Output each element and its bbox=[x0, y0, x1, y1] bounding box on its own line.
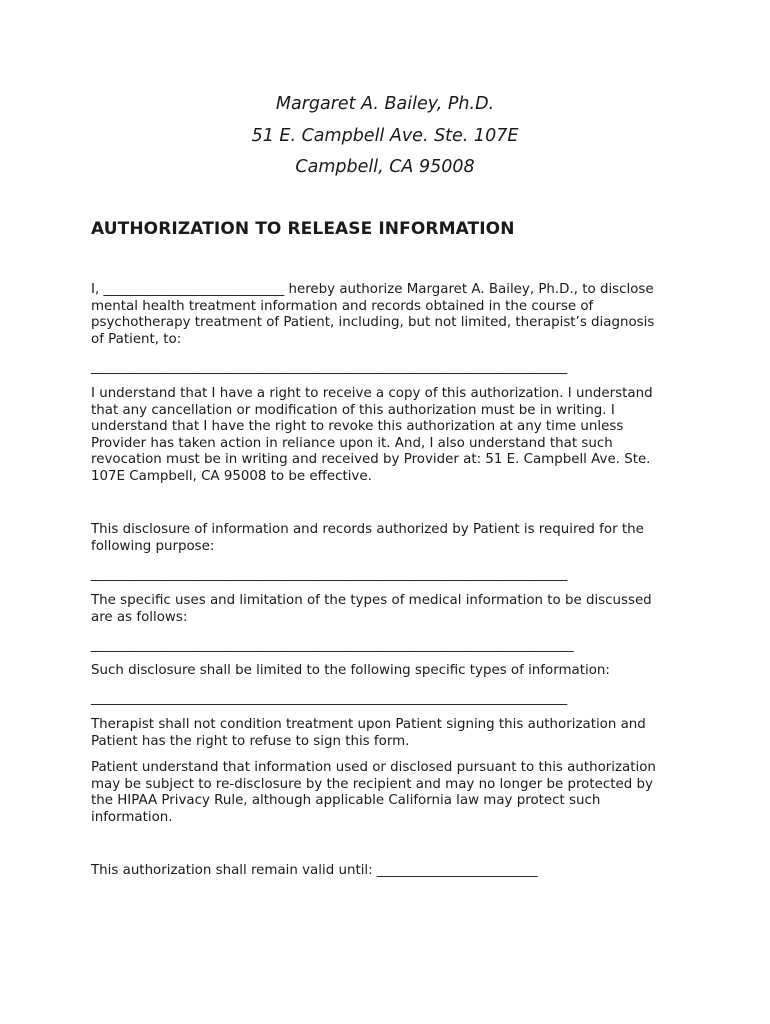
text-line: the HIPAA Privacy Rule, although applicable California law may protect such bbox=[91, 793, 601, 809]
text-line: following purpose: bbox=[91, 538, 215, 554]
text-line: mental health treatment information and records obtained in the course of bbox=[91, 298, 594, 314]
text-line: I understand that I have a right to receive a copy of this authorization. I understand bbox=[91, 386, 653, 401]
text-line: may be subject to re-disclosure by the recipient and may no longer be protected by bbox=[91, 776, 653, 792]
text-line: Patient has the right to refuse to sign this form. bbox=[91, 733, 410, 749]
text-line: information. bbox=[91, 809, 173, 825]
letterhead-address-line1: 51 E. Campbell Ave. Ste. 107E bbox=[251, 126, 519, 146]
recipient-blank-line: ___________________________________________________________________________ bbox=[91, 360, 567, 375]
text-line: 107E Campbell, CA 95008 to be effective. bbox=[91, 468, 372, 484]
text-line: This authorization shall remain valid until: ________________________ bbox=[91, 863, 538, 878]
uses-paragraph bbox=[91, 593, 691, 626]
text-line: Patient understand that information used or disclosed pursuant to this authorization bbox=[91, 760, 656, 775]
text-line: revocation must be in writing and received by Provider at: 51 E. Campbell Ave. Ste. bbox=[91, 452, 651, 468]
text-line: I, ___________________________ hereby authorize Margaret A. Bailey, Ph.D., to disclose bbox=[91, 282, 654, 297]
types-blank-line: ___________________________________________________________________________ bbox=[91, 691, 567, 706]
text-line: The specific uses and limitation of the types of medical information to be discussed bbox=[91, 593, 652, 608]
uses-blank-line: ____________________________________________________________________________ bbox=[91, 638, 574, 653]
text-line: Such disclosure shall be limited to the following specific types of information: bbox=[91, 663, 610, 678]
rights-paragraph bbox=[91, 386, 691, 486]
text-line: of Patient, to: bbox=[91, 331, 182, 347]
purpose-blank-line: ___________________________________________________________________________ bbox=[91, 567, 567, 582]
letterhead-address-line2: Campbell, CA 95008 bbox=[295, 157, 475, 177]
text-line: Therapist shall not condition treatment upon Patient signing this authorization and bbox=[91, 717, 646, 732]
document-title: AUTHORIZATION TO RELEASE INFORMATION bbox=[91, 219, 515, 239]
authorization-paragraph bbox=[91, 282, 691, 348]
types-paragraph bbox=[91, 663, 691, 680]
purpose-paragraph bbox=[91, 522, 691, 555]
text-line: understand that I have the right to revoke this authorization at any time unless bbox=[91, 419, 624, 435]
letterhead-name: Margaret A. Bailey, Ph.D. bbox=[275, 94, 495, 114]
text-line: Provider has taken action in reliance upon it. And, I also understand that such bbox=[91, 435, 613, 451]
redisclosure-paragraph bbox=[91, 760, 691, 826]
text-line: are as follows: bbox=[91, 609, 188, 625]
text-line: psychotherapy treatment of Patient, including, but not limited, therapist’s diagnosis bbox=[91, 315, 655, 331]
condition-paragraph bbox=[91, 717, 691, 750]
validity-paragraph bbox=[91, 863, 691, 880]
text-line: This disclosure of information and records authorized by Patient is required for the bbox=[91, 522, 644, 537]
text-line: that any cancellation or modification of this authorization must be in writing. I bbox=[91, 402, 615, 418]
